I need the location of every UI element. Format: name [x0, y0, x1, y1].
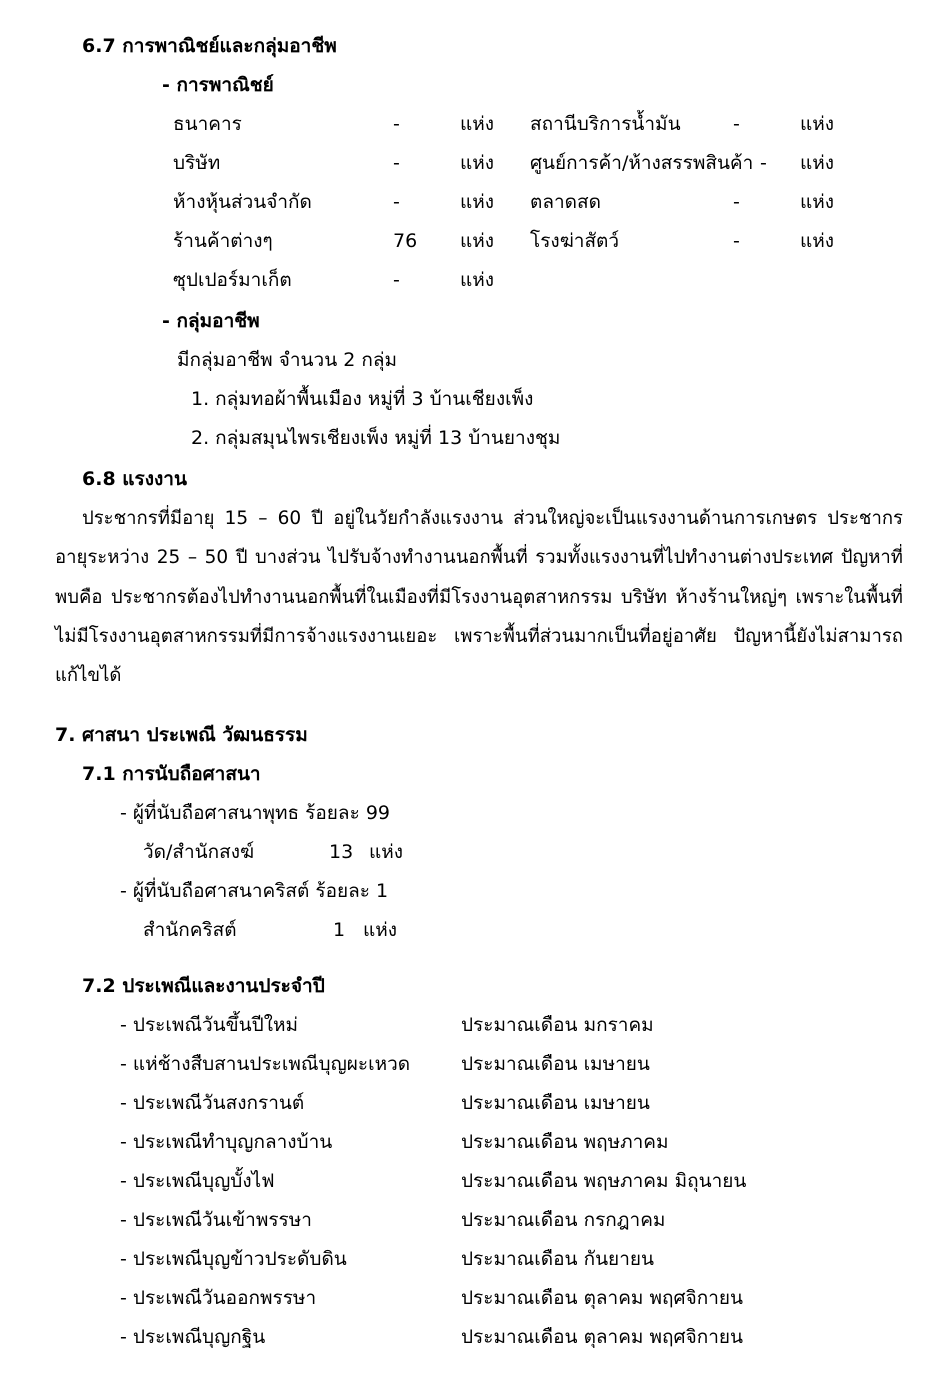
commerce-count-2: - [733, 191, 740, 213]
commerce-heading: - การพาณิชย์ [162, 74, 274, 96]
tradition-name: - ประเพณีทำบุญกลางบ้าน [120, 1131, 333, 1153]
commerce-count: - [393, 113, 400, 135]
commerce-name: บริษัท [173, 152, 221, 174]
commerce-name-2: ศูนย์การค้า/ห้างสรรพสินค้า [530, 152, 754, 174]
tradition-when: ประมาณเดือน กันยายน [461, 1248, 654, 1270]
commerce-unit: แห่ง [460, 152, 495, 174]
tradition-name: - ประเพณีวันออกพรรษา [120, 1287, 317, 1309]
tradition-when: ประมาณเดือน เมษายน [461, 1092, 650, 1114]
religion-place: วัด/สำนักสงฆ์ [143, 841, 255, 863]
commerce-unit: แห่ง [460, 269, 495, 291]
tradition-name: - ประเพณีบุญบั้งไฟ [120, 1170, 275, 1192]
section-7-2-heading: 7.2 ประเพณีและงานประจำปี [82, 975, 325, 997]
religion-place: สำนักคริสต์ [143, 919, 237, 941]
religion-item: - ผู้ที่นับถือศาสนาคริสต์ ร้อยละ 1 [120, 880, 389, 902]
section-7-1-heading: 7.1 การนับถือศาสนา [82, 763, 261, 785]
religion-place-unit: แห่ง [363, 919, 398, 941]
religion-place-count: 1 [333, 919, 346, 941]
tradition-name: - ประเพณีวันขึ้นปีใหม่ [120, 1014, 299, 1036]
commerce-name: ห้างหุ้นส่วนจำกัด [173, 191, 312, 213]
religion-place-count: 13 [329, 841, 354, 863]
commerce-name-2: ตลาดสด [530, 191, 601, 213]
commerce-count-2: - [760, 152, 767, 174]
religion-place-unit: แห่ง [369, 841, 404, 863]
tradition-name: - ประเพณีบุญกฐิน [120, 1326, 266, 1348]
commerce-unit-2: แห่ง [800, 230, 835, 252]
tradition-name: - ประเพณีวันสงกรานต์ [120, 1092, 305, 1114]
commerce-unit-2: แห่ง [800, 113, 835, 135]
commerce-count: - [393, 152, 400, 174]
commerce-name-2: สถานีบริการน้ำมัน [530, 113, 681, 135]
section-7-heading: 7. ศาสนา ประเพณี วัฒนธรรม [55, 724, 308, 746]
commerce-unit-2: แห่ง [800, 191, 835, 213]
tradition-when: ประมาณเดือน กรกฎาคม [461, 1209, 666, 1231]
commerce-count: - [393, 269, 400, 291]
religion-item: - ผู้ที่นับถือศาสนาพุทธ ร้อยละ 99 [120, 802, 390, 824]
tradition-name: - ประเพณีบุญข้าวประดับดิน [120, 1248, 347, 1270]
commerce-name-2: โรงฆ่าสัตว์ [530, 230, 620, 252]
tradition-when: ประมาณเดือน ตุลาคม พฤศจิกายน [461, 1326, 744, 1348]
commerce-unit: แห่ง [460, 230, 495, 252]
commerce-name: ซุปเปอร์มาเก็ต [173, 269, 292, 291]
tradition-when: ประมาณเดือน พฤษภาคม มิถุนายน [461, 1170, 747, 1192]
tradition-when: ประมาณเดือน มกราคม [461, 1014, 654, 1036]
commerce-name: ร้านค้าต่างๆ [173, 230, 273, 252]
commerce-count: 76 [393, 230, 418, 252]
section-6-8-heading: 6.8 แรงงาน [82, 468, 187, 490]
commerce-unit: แห่ง [460, 191, 495, 213]
tradition-name: - แห่ช้างสืบสานประเพณีบุญผะเหวด [120, 1053, 411, 1075]
commerce-count: - [393, 191, 400, 213]
occupation-groups-intro: มีกลุ่มอาชีพ จำนวน 2 กลุ่ม [177, 349, 398, 371]
commerce-name: ธนาคาร [173, 113, 242, 135]
tradition-when: ประมาณเดือน ตุลาคม พฤศจิกายน [461, 1287, 744, 1309]
section-6-7-heading: 6.7 การพาณิชย์และกลุ่มอาชีพ [82, 35, 337, 57]
commerce-unit: แห่ง [460, 113, 495, 135]
labor-paragraph: ประชากรที่มีอายุ 15 – 60 ปี อยู่ในวัยกำลังแรงงาน ส่วนใหญ่จะเป็นแรงงานด้านการเกษตร ประชากรอายุระหว่าง 25 – 50 ปี บางส่วน ไปรับจ้างทำงานนอกพื้นที่ รวมทั้งแรงงานที่ไปทำงานต่างประเทศ ปัญหาที่พบคือ ประชากรต้องไปทำงานนอกพื้นที่ในเมืองที่มีโรงงานอุตสาหกรรม บริษัท ห้างร้านใหญ่ๆ เพราะในพื้นที่ไม่มีโรงงานอุตสาหกรรมที่มีการจ้างแรงงานเยอะ เพราะพื้นที่ส่วนมากเป็นที่อยู่อาศัย ปัญหานี้ยังไม่สามารถแก้ไขได้ [55, 508, 903, 687]
commerce-count-2: - [733, 230, 740, 252]
tradition-name: - ประเพณีวันเข้าพรรษา [120, 1209, 312, 1231]
tradition-when: ประมาณเดือน พฤษภาคม [461, 1131, 669, 1153]
commerce-count-2: - [733, 113, 740, 135]
tradition-when: ประมาณเดือน เมษายน [461, 1053, 650, 1075]
occupation-group-item: 1. กลุ่มทอผ้าพื้นเมือง หมู่ที่ 3 บ้านเชียงเพ็ง [191, 388, 534, 410]
occupation-group-item: 2. กลุ่มสมุนไพรเชียงเพ็ง หมู่ที่ 13 บ้านยางชุม [191, 427, 561, 449]
occupation-groups-heading: - กลุ่มอาชีพ [162, 310, 260, 332]
commerce-unit-2: แห่ง [800, 152, 835, 174]
